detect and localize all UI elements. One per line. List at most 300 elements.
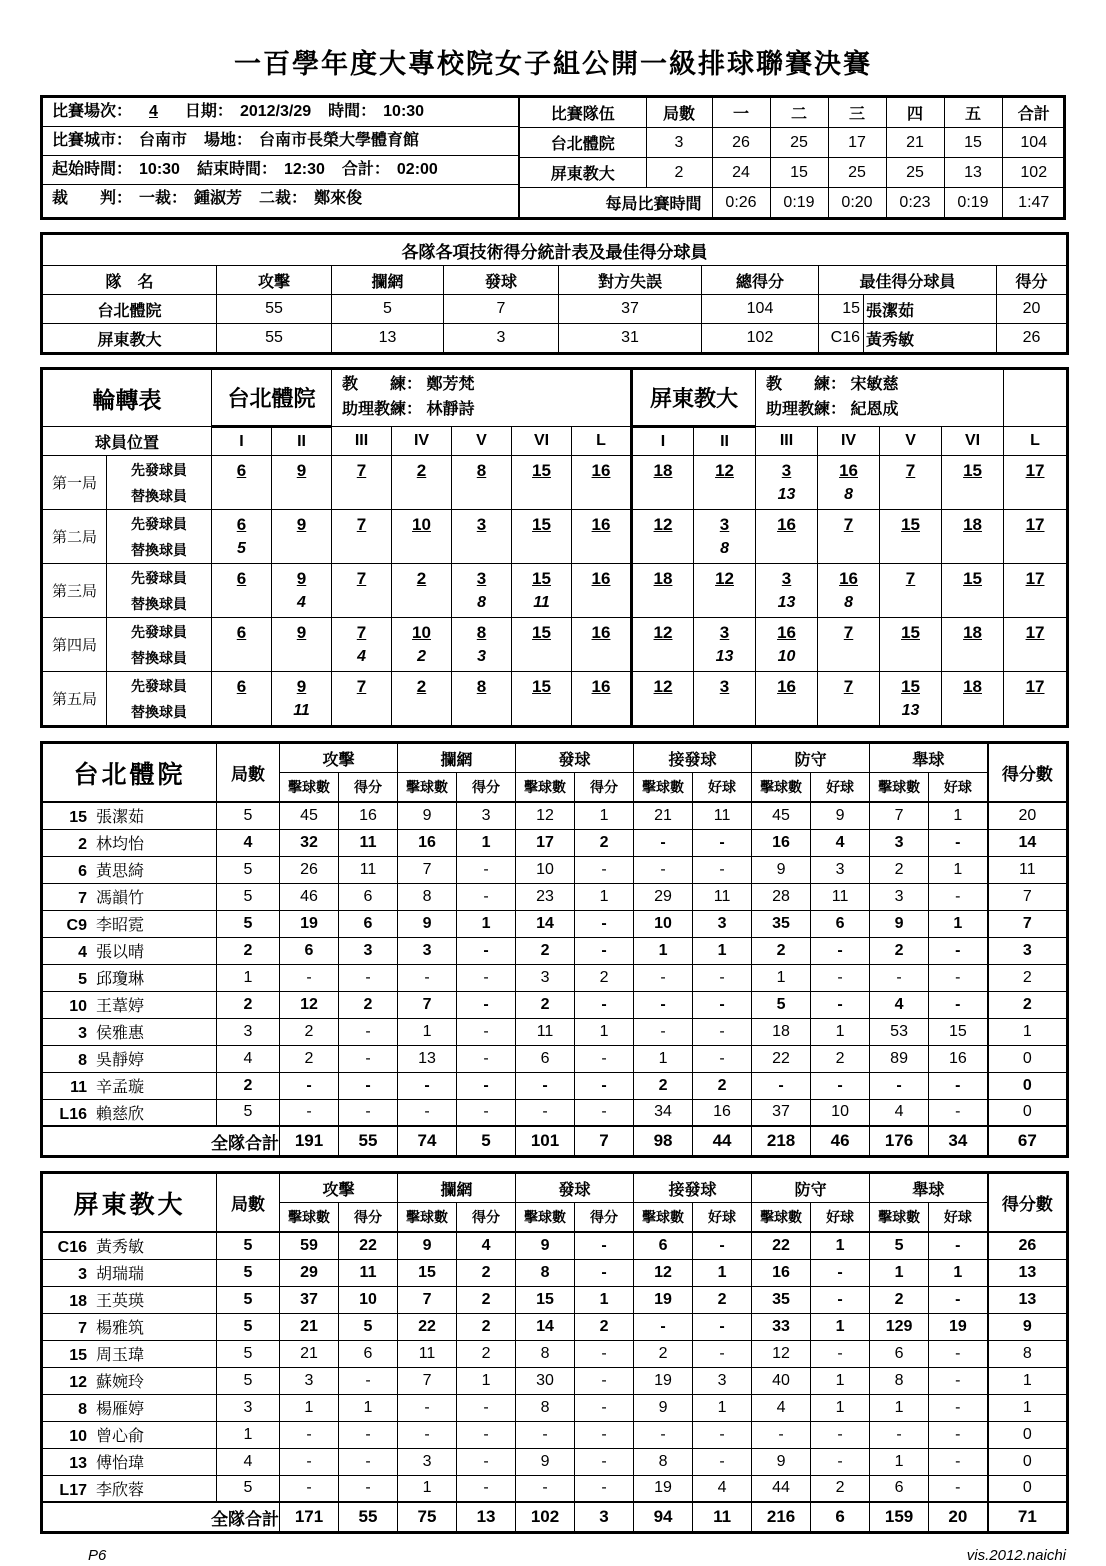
starter-number: 10 <box>412 623 431 642</box>
col-header-group: 舉球 <box>870 743 988 773</box>
player-name-cell <box>42 991 217 1018</box>
position-header: I <box>212 427 272 456</box>
stat-value: 8 <box>516 1340 575 1367</box>
stat-value: 1 <box>811 1018 870 1045</box>
substitute-number <box>818 646 879 671</box>
player-name-cell <box>42 1072 217 1099</box>
jersey-number: 15 <box>69 809 87 827</box>
starter-number: 6 <box>236 461 247 480</box>
player-row <box>42 802 1068 829</box>
player-row <box>42 1394 1068 1421</box>
stat-value: 3 <box>988 937 1068 964</box>
substitute-number <box>880 646 941 671</box>
col-subheader: 得分 <box>575 773 634 803</box>
player-name-cell <box>42 964 217 991</box>
stat-value: - <box>457 937 516 964</box>
set-score: 25 <box>770 128 828 158</box>
substitute-number <box>452 538 511 563</box>
player-row <box>42 1448 1068 1475</box>
sets-played: 5 <box>217 1367 280 1394</box>
starter-number: 9 <box>296 515 307 534</box>
col-subheader: 好球 <box>811 773 870 803</box>
stat-value: 7 <box>398 991 457 1018</box>
substitute-number <box>880 592 941 617</box>
total-value: 67 <box>988 1126 1068 1157</box>
stat-value: 0 <box>988 1448 1068 1475</box>
total-value: 3 <box>575 1502 634 1533</box>
stat-value: 33 <box>752 1313 811 1340</box>
stat-value: - <box>457 883 516 910</box>
substitute-number <box>1004 592 1066 617</box>
stat-value: - <box>339 1099 398 1126</box>
stat-value: - <box>398 964 457 991</box>
rotation-cell <box>332 672 392 727</box>
total-points: 102 <box>702 324 819 354</box>
stat-value: 11 <box>693 802 752 829</box>
set-time: 0:19 <box>770 188 828 218</box>
stat-value: - <box>575 1232 634 1259</box>
position-header: IV <box>818 427 880 456</box>
substitute-number: 11 <box>293 702 310 719</box>
player-name-cell <box>42 1394 217 1421</box>
team2-name: 屏東教大 <box>632 369 756 427</box>
player-name-cell <box>42 802 217 829</box>
stat-value: 2 <box>634 1072 693 1099</box>
score-row <box>520 128 1065 158</box>
substitute-number <box>392 700 451 725</box>
total-label: 全隊合計 <box>42 1502 280 1533</box>
score-col-header: 局數 <box>646 98 712 128</box>
stat-value: 1 <box>575 883 634 910</box>
stat-value: - <box>634 1018 693 1045</box>
player-name-cell <box>42 1313 217 1340</box>
stat-value: 19 <box>280 910 339 937</box>
substitute-number <box>332 538 391 563</box>
col-header-group: 防守 <box>752 743 870 773</box>
starter-label: 先發球員 <box>131 623 187 640</box>
starter-number: 12 <box>715 569 734 588</box>
rotation-cell <box>1004 618 1068 672</box>
substitute-number: 8 <box>844 594 853 611</box>
stat-value: - <box>575 1340 634 1367</box>
stat-value: - <box>339 1018 398 1045</box>
jersey-number: 12 <box>69 1374 87 1391</box>
sets-played: 2 <box>217 937 280 964</box>
stat-value: 7 <box>988 910 1068 937</box>
col-header-group: 接發球 <box>634 1173 752 1203</box>
header-spacer <box>1004 369 1068 427</box>
jersey-number: C16 <box>57 1239 87 1257</box>
player-name-cell <box>42 1475 217 1502</box>
sets-won: 2 <box>646 158 712 188</box>
team-name: 屏東教大 <box>520 158 646 188</box>
starter-number: 16 <box>777 623 796 642</box>
player-name: 李欣蓉 <box>96 1481 145 1499</box>
stat-value: - <box>280 964 339 991</box>
total-score: 102 <box>1002 158 1065 188</box>
substitute-number <box>212 592 271 617</box>
rotation-cell <box>694 456 756 510</box>
col-subheader: 擊球數 <box>870 1203 929 1233</box>
player-row <box>42 856 1068 883</box>
players-body <box>42 802 1068 1126</box>
substitute-label: 替換球員 <box>131 541 187 558</box>
set-score: 25 <box>886 158 944 188</box>
substitute-number <box>272 646 331 671</box>
stat-value: - <box>929 1448 988 1475</box>
player-row <box>42 1475 1068 1502</box>
stat-value: 6 <box>339 883 398 910</box>
stat-value: 1 <box>398 1018 457 1045</box>
tech-col-header: 總得分 <box>702 266 819 295</box>
sets-played: 5 <box>217 883 280 910</box>
col-header-points: 得分數 <box>988 743 1068 803</box>
rotation-cell <box>756 618 818 672</box>
starter-number: 6 <box>236 677 247 696</box>
time-label: 每局比賽時間 <box>520 188 712 218</box>
rotation-cell <box>880 618 942 672</box>
substitute-number: 3 <box>477 648 486 665</box>
rotation-cell <box>632 564 694 618</box>
stat-value: - <box>811 964 870 991</box>
stat-value: - <box>929 937 988 964</box>
tech-col-header: 發球 <box>444 266 559 295</box>
starter-number: 16 <box>839 461 858 480</box>
stat-value: - <box>339 1045 398 1072</box>
stat-value: - <box>870 1421 929 1448</box>
stat-value: 14 <box>516 910 575 937</box>
stat-value: 28 <box>752 883 811 910</box>
rotation-cell <box>452 510 512 564</box>
stat-value: 10 <box>811 1099 870 1126</box>
starter-number: 12 <box>653 623 673 642</box>
stat-value: 1 <box>811 1232 870 1259</box>
set-time: 0:19 <box>944 188 1002 218</box>
player-row <box>42 1045 1068 1072</box>
stat-value: 1 <box>634 937 693 964</box>
stat-value: - <box>634 856 693 883</box>
substitute-number: 8 <box>844 486 853 503</box>
stat-value: 18 <box>752 1018 811 1045</box>
stat-value: - <box>693 1340 752 1367</box>
sets-played: 5 <box>217 1099 280 1126</box>
rotation-set-row <box>42 672 1068 727</box>
sets-played: 5 <box>217 1340 280 1367</box>
jersey-number: 6 <box>78 863 87 880</box>
stat-value: 2 <box>575 829 634 856</box>
sets-played: 5 <box>217 802 280 829</box>
stat-value: 11 <box>988 856 1068 883</box>
starter-number: 3 <box>476 569 487 588</box>
stat-value: 2 <box>575 1313 634 1340</box>
stat-value: 14 <box>988 829 1068 856</box>
stat-value: 1 <box>457 829 516 856</box>
stat-value: - <box>929 1394 988 1421</box>
total-time: 1:47 <box>1002 188 1065 218</box>
set-label: 第一局 <box>42 456 107 510</box>
tech-row <box>42 324 1068 354</box>
rotation-cell <box>332 618 392 672</box>
substitute-number <box>818 538 879 563</box>
substitute-number <box>392 592 451 617</box>
stat-value: - <box>693 1018 752 1045</box>
col-header-group: 發球 <box>516 743 634 773</box>
starter-number: 7 <box>905 569 916 588</box>
stat-value: 26 <box>988 1232 1068 1259</box>
substitute-number <box>694 484 755 509</box>
substitute-number <box>633 646 693 671</box>
stat-value: 2 <box>870 856 929 883</box>
rotation-cell <box>632 456 694 510</box>
rotation-cell <box>1004 456 1068 510</box>
stat-value: 15 <box>929 1018 988 1045</box>
set-score: 13 <box>944 158 1002 188</box>
player-name: 張以晴 <box>96 944 145 961</box>
player-name: 胡瑞瑞 <box>96 1266 145 1283</box>
stat-value: - <box>457 1018 516 1045</box>
stat-value: - <box>457 1394 516 1421</box>
player-name-cell <box>42 1099 217 1126</box>
substitute-label: 替換球員 <box>131 595 187 612</box>
starter-number: 3 <box>781 569 792 588</box>
sets-played: 5 <box>217 1232 280 1259</box>
stat-value: 15 <box>398 1259 457 1286</box>
starter-number: 12 <box>653 515 673 534</box>
col-header-group: 攔網 <box>398 743 516 773</box>
substitute-number <box>572 538 630 563</box>
starter-number: 17 <box>1025 623 1045 642</box>
rotation-cell <box>694 618 756 672</box>
player-name: 吳靜婷 <box>96 1052 145 1069</box>
stat-value: - <box>929 1475 988 1502</box>
stat-value: 13 <box>988 1286 1068 1313</box>
stat-value: - <box>811 1286 870 1313</box>
match-info-row <box>43 156 518 185</box>
player-name: 李昭霓 <box>96 917 145 934</box>
starter-number: 7 <box>356 569 367 588</box>
substitute-number <box>212 700 271 725</box>
player-row <box>42 910 1068 937</box>
tech-header-row <box>42 266 1068 295</box>
stat-value: 1 <box>575 1286 634 1313</box>
player-name-cell <box>42 937 217 964</box>
stat-value: 16 <box>929 1045 988 1072</box>
stat-value: - <box>575 1367 634 1394</box>
starter-number: 15 <box>532 677 551 696</box>
col-subheader: 擊球數 <box>752 773 811 803</box>
field-label: 一裁： <box>139 190 188 207</box>
field-value: 12:30 <box>283 161 325 178</box>
stat-value: 1 <box>575 1018 634 1045</box>
stat-value: 2 <box>280 1018 339 1045</box>
player-name: 馮韻竹 <box>96 890 145 907</box>
player-row <box>42 829 1068 856</box>
starter-number: 7 <box>843 623 854 642</box>
player-name: 辛孟璇 <box>96 1079 145 1096</box>
stat-value: - <box>929 1367 988 1394</box>
field-value: 10:30 <box>383 103 425 120</box>
rotation-cell <box>212 618 272 672</box>
stat-value: 0 <box>988 1045 1068 1072</box>
team-total-row <box>42 1502 1068 1533</box>
col-subheader: 擊球數 <box>870 773 929 803</box>
stat-value: 45 <box>752 802 811 829</box>
starter-number: 8 <box>476 461 487 480</box>
set-score: 25 <box>828 158 886 188</box>
substitute-number <box>212 484 271 509</box>
stat-value: 6 <box>280 937 339 964</box>
stat-value: 2 <box>988 964 1068 991</box>
col-subheader: 得分 <box>575 1203 634 1233</box>
jersey-number: 13 <box>69 1455 87 1472</box>
stat-value: 13 <box>398 1045 457 1072</box>
jersey-number: 7 <box>78 890 87 907</box>
stat-value: 16 <box>752 1259 811 1286</box>
match-info-row <box>43 127 518 156</box>
row-labels <box>107 618 212 672</box>
jersey-number: 10 <box>69 998 87 1015</box>
player-name: 楊雅筑 <box>96 1320 145 1337</box>
rotation-cell <box>880 456 942 510</box>
stat-value: 4 <box>752 1394 811 1421</box>
stat-value: 1 <box>457 1367 516 1394</box>
stat-value: - <box>280 1448 339 1475</box>
starter-number: 12 <box>715 461 734 480</box>
rotation-title: 輪轉表 <box>42 369 212 427</box>
team1-coach-cell <box>332 369 632 427</box>
starter-number: 15 <box>901 515 920 534</box>
stat-value: - <box>752 1421 811 1448</box>
total-value: 46 <box>811 1126 870 1157</box>
total-value: 55 <box>339 1502 398 1533</box>
jersey-number: 4 <box>78 944 87 961</box>
player-name: 張潔茹 <box>96 809 145 827</box>
starter-number: 8 <box>476 677 487 696</box>
rotation-cell <box>1004 510 1068 564</box>
jersey-number: 11 <box>70 1079 87 1096</box>
stat-value: 1 <box>988 1394 1068 1421</box>
tech-table-title: 各隊各項技術得分統計表及最佳得分球員 <box>42 234 1068 266</box>
stat-value: 2 <box>693 1286 752 1313</box>
col-subheader: 得分 <box>457 773 516 803</box>
substitute-number: 8 <box>477 594 486 611</box>
stat-value: 21 <box>634 802 693 829</box>
stat-value: 4 <box>693 1475 752 1502</box>
stat-value: - <box>929 1340 988 1367</box>
player-name: 王英瑛 <box>96 1293 145 1310</box>
rotation-cell <box>632 672 694 727</box>
rotation-set-row <box>42 618 1068 672</box>
sets-played: 4 <box>217 829 280 856</box>
stat-value: - <box>280 1475 339 1502</box>
stat-value: - <box>398 1394 457 1421</box>
stat-value: 8 <box>516 1259 575 1286</box>
starter-number: 15 <box>901 623 920 642</box>
stat-value: - <box>929 1099 988 1126</box>
sets-played: 2 <box>217 1072 280 1099</box>
stat-value: - <box>811 1448 870 1475</box>
stat-value: - <box>575 1421 634 1448</box>
substitute-number <box>512 538 571 563</box>
player-name-cell <box>42 1018 217 1045</box>
stat-value: - <box>457 1045 516 1072</box>
stat-value: 11 <box>339 1259 398 1286</box>
page-title: 一百學年度大專校院女子組公開一級排球聯賽決賽 <box>234 49 872 80</box>
score-row <box>520 158 1065 188</box>
stat-value: - <box>339 1367 398 1394</box>
stat-value: 11 <box>811 883 870 910</box>
substitute-number <box>1004 538 1066 563</box>
total-value: 75 <box>398 1502 457 1533</box>
stat-value: - <box>457 1421 516 1448</box>
stat-value: 22 <box>339 1232 398 1259</box>
stat-value: 1 <box>811 1313 870 1340</box>
player-name: 邱瓊琳 <box>96 971 145 988</box>
substitute-number <box>633 538 693 563</box>
col-subheader: 擊球數 <box>398 1203 457 1233</box>
score-header-row <box>520 98 1065 128</box>
rotation-cell <box>272 564 332 618</box>
field-label: 合計： <box>341 161 390 178</box>
position-header: L <box>1004 427 1068 456</box>
stat-value: 2 <box>457 1313 516 1340</box>
stat-value: - <box>398 1421 457 1448</box>
starter-number: 6 <box>236 623 247 642</box>
starter-number: 18 <box>963 677 982 696</box>
stat-value: 10 <box>339 1286 398 1313</box>
stat-value: - <box>693 1448 752 1475</box>
starter-label: 先發球員 <box>131 569 187 586</box>
substitute-number <box>942 646 1003 671</box>
rotation-cell <box>572 672 632 727</box>
stat-value: 22 <box>752 1232 811 1259</box>
player-name-cell <box>42 1340 217 1367</box>
best-scorer-number: C16 <box>819 324 864 354</box>
stat-value: 3 <box>870 883 929 910</box>
rotation-cell <box>572 564 632 618</box>
col-header-points: 得分數 <box>988 1173 1068 1233</box>
starter-number: 17 <box>1025 515 1045 534</box>
substitute-number <box>572 484 630 509</box>
stat-value: - <box>457 1448 516 1475</box>
stat-value: 35 <box>752 1286 811 1313</box>
stat-value: 9 <box>752 1448 811 1475</box>
position-header: III <box>756 427 818 456</box>
rotation-cell <box>512 564 572 618</box>
total-label: 全隊合計 <box>42 1126 280 1157</box>
stat-value: 8 <box>634 1448 693 1475</box>
rotation-cell <box>572 510 632 564</box>
team2-coach: 教 練： 宋敏慈 <box>766 376 899 394</box>
stat-value: 11 <box>516 1018 575 1045</box>
player-row <box>42 1259 1068 1286</box>
page-footer <box>40 1547 1066 1564</box>
stat-value: 11 <box>339 856 398 883</box>
field-value: 4 <box>149 103 158 120</box>
block-points: 13 <box>332 324 444 354</box>
stat-value: 1 <box>575 802 634 829</box>
jersey-number: 2 <box>78 836 87 853</box>
set-time: 0:20 <box>828 188 886 218</box>
stat-value: - <box>693 991 752 1018</box>
stat-value: 2 <box>870 937 929 964</box>
stat-value: 29 <box>634 883 693 910</box>
starter-number: 16 <box>839 569 858 588</box>
set-label: 第四局 <box>42 618 107 672</box>
rotation-cell <box>632 618 694 672</box>
stat-value: 89 <box>870 1045 929 1072</box>
stat-value: - <box>516 1475 575 1502</box>
